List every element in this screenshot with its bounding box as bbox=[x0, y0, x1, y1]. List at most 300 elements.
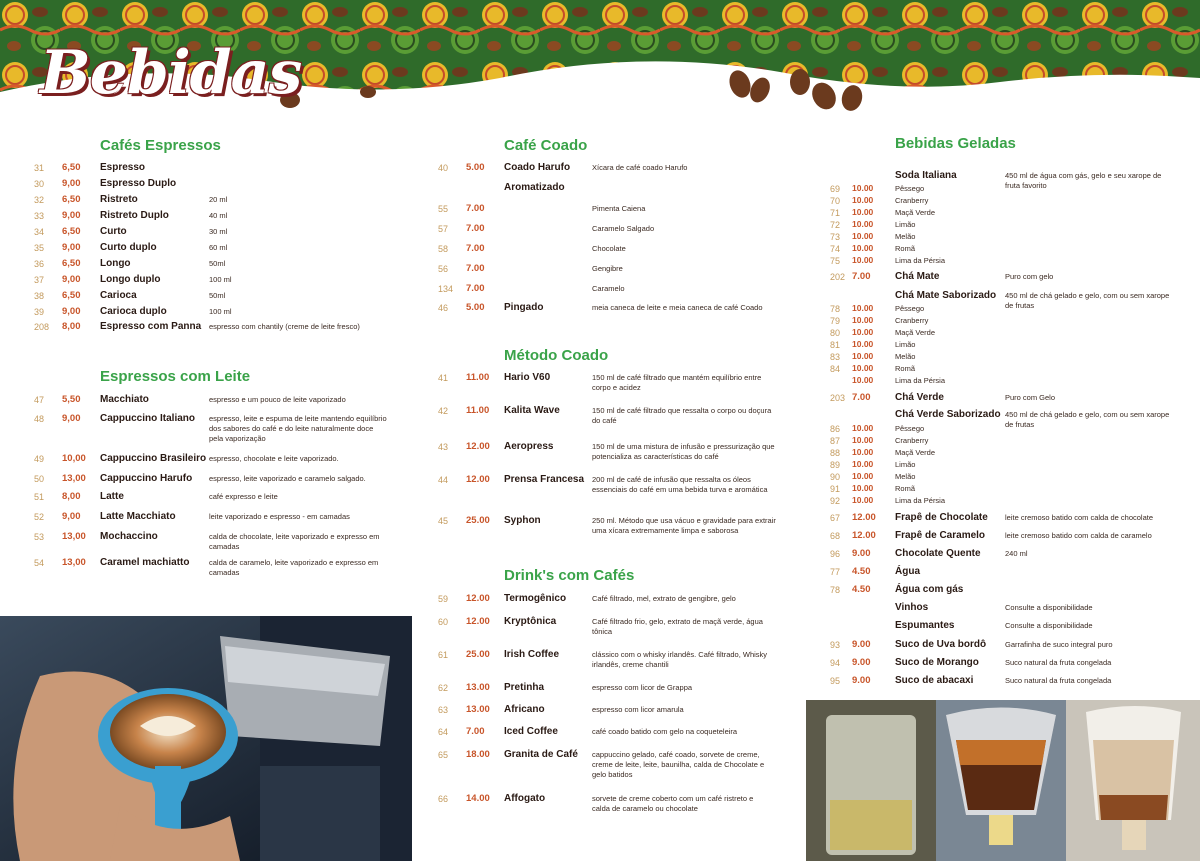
item-name: Affogato bbox=[504, 793, 546, 804]
item-name: Latte bbox=[100, 491, 124, 502]
flavor-label: Pêssego bbox=[895, 424, 925, 433]
item-name: Chá Mate Saborizado bbox=[895, 290, 997, 301]
item-code: 80 bbox=[830, 328, 841, 338]
item-desc: 30 ml bbox=[209, 227, 228, 236]
item-price: 8,00 bbox=[62, 321, 81, 332]
item-desc: café expresso e leite bbox=[209, 492, 278, 501]
item-desc: 20 ml bbox=[209, 195, 228, 204]
menu-row bbox=[438, 405, 798, 425]
menu-row bbox=[34, 274, 404, 288]
item-desc: Pimenta Caiena bbox=[592, 204, 646, 213]
item-price: 11.00 bbox=[466, 405, 490, 416]
item-price: 6,50 bbox=[62, 290, 81, 301]
menu-row bbox=[438, 593, 798, 607]
item-name: Syphon bbox=[504, 515, 541, 526]
item-price: 10.00 bbox=[852, 351, 874, 361]
item-code: 81 bbox=[830, 340, 841, 350]
section-title-geladas: Bebidas Geladas bbox=[895, 135, 1016, 152]
item-code: 88 bbox=[830, 448, 841, 458]
item-price: 5.00 bbox=[466, 302, 485, 313]
item-code: 62 bbox=[438, 683, 449, 693]
item-price: 7.00 bbox=[852, 271, 871, 282]
flavor-label: Cranberry bbox=[895, 316, 929, 325]
menu-row bbox=[830, 675, 1190, 689]
item-desc: 450 ml de chá gelado e gelo, com ou sem xarope de frutas bbox=[1005, 410, 1170, 429]
item-code: 39 bbox=[34, 307, 45, 317]
item-price: 10.00 bbox=[852, 255, 874, 265]
menu-row bbox=[830, 657, 1190, 671]
menu-row bbox=[34, 531, 404, 551]
menu-row bbox=[438, 162, 798, 176]
item-desc: leite vaporizado e espresso - em camadas bbox=[209, 512, 350, 521]
item-price: 9,00 bbox=[62, 306, 81, 317]
menu-row bbox=[34, 290, 404, 304]
item-price: 13,00 bbox=[62, 557, 86, 568]
menu-row bbox=[830, 512, 1190, 526]
item-price: 4.50 bbox=[852, 566, 871, 577]
item-code: 63 bbox=[438, 705, 449, 715]
flavor-label: Lima da Pérsia bbox=[895, 256, 946, 265]
item-price: 10.00 bbox=[852, 435, 874, 445]
item-code: 72 bbox=[830, 220, 841, 230]
item-code: 52 bbox=[34, 512, 45, 522]
item-name: Prensa Francesa bbox=[504, 474, 585, 485]
item-name: Espresso bbox=[100, 162, 146, 173]
item-code: 70 bbox=[830, 196, 841, 206]
item-code: 33 bbox=[34, 211, 45, 221]
item-code: 51 bbox=[34, 492, 45, 502]
item-code: 58 bbox=[438, 244, 449, 254]
flavor-label: Romã bbox=[895, 364, 916, 373]
menu-row bbox=[34, 394, 404, 408]
item-desc: 150 ml de uma mistura de infusão e pressurização que potencializa as características do café bbox=[592, 442, 775, 461]
item-price: 10.00 bbox=[852, 195, 874, 205]
item-desc: espresso, chocolate e leite vaporizado. bbox=[209, 454, 339, 463]
item-price: 10.00 bbox=[852, 471, 874, 481]
item-desc: calda de chocolate, leite vaporizado e expresso em camadas bbox=[209, 532, 380, 551]
item-desc: espresso, leite e espuma de leite mantendo equilíbrio dos sabores do café e do leite naturalmente doce pela vaporização bbox=[209, 414, 387, 443]
menu-row bbox=[34, 306, 404, 320]
item-code: 134 bbox=[438, 284, 454, 294]
menu-row bbox=[34, 413, 404, 443]
section-title-espressos: Cafés Espressos bbox=[100, 137, 221, 154]
item-code: 57 bbox=[438, 224, 449, 234]
item-code: 35 bbox=[34, 243, 45, 253]
menu-row bbox=[438, 263, 798, 277]
flavor-label: Melão bbox=[895, 232, 916, 241]
flavor-label: Melão bbox=[895, 472, 916, 481]
item-code: 91 bbox=[830, 484, 841, 494]
item-code: 61 bbox=[438, 650, 449, 660]
item-price: 6,50 bbox=[62, 226, 81, 237]
item-code: 84 bbox=[830, 364, 841, 374]
item-desc: Garrafinha de suco integral puro bbox=[1005, 640, 1113, 649]
flavor-label: Pêssego bbox=[895, 304, 925, 313]
item-desc: 250 ml. Método que usa vácuo e gravidade para extrair uma xícara extremamente limpa e saborosa bbox=[592, 516, 776, 535]
item-name: Chá Verde Saborizado bbox=[895, 409, 1001, 420]
item-code: 89 bbox=[830, 460, 841, 470]
item-code: 44 bbox=[438, 475, 449, 485]
item-name: Chá Verde bbox=[895, 392, 944, 403]
item-price: 9.00 bbox=[852, 675, 871, 686]
item-price: 10.00 bbox=[852, 315, 874, 325]
item-name: Kryptônica bbox=[504, 616, 557, 627]
item-price: 13,00 bbox=[62, 531, 86, 542]
item-code: 96 bbox=[830, 549, 841, 559]
item-name: Cappuccino Harufo bbox=[100, 473, 193, 484]
item-name: Africano bbox=[504, 704, 545, 715]
item-code: 67 bbox=[830, 513, 841, 523]
item-price: 9.00 bbox=[852, 639, 871, 650]
section-title-metodo: Método Coado bbox=[504, 347, 609, 364]
menu-row bbox=[34, 210, 404, 224]
item-code: 49 bbox=[34, 454, 45, 464]
item-desc: Café filtrado, mel, extrato de gengibre, gelo bbox=[592, 594, 736, 603]
item-price: 9.00 bbox=[852, 657, 871, 668]
menu-row bbox=[34, 178, 404, 192]
section-title-leite: Espressos com Leite bbox=[100, 368, 251, 385]
item-desc: 450 ml de água com gás, gelo e seu xarope de fruta favorito bbox=[1005, 171, 1162, 190]
item-price: 25.00 bbox=[466, 649, 490, 660]
flavor-label: Cranberry bbox=[895, 436, 929, 445]
item-name: Vinhos bbox=[895, 602, 929, 613]
flavor-label: Romã bbox=[895, 244, 916, 253]
item-price: 10.00 bbox=[852, 495, 874, 505]
item-desc: Consulte a disponibilidade bbox=[1005, 603, 1093, 612]
menu-row bbox=[438, 474, 798, 494]
menu-row bbox=[34, 242, 404, 256]
item-price: 7.00 bbox=[852, 392, 871, 403]
item-name: Caramel machiatto bbox=[100, 557, 190, 568]
item-code: 31 bbox=[34, 163, 45, 173]
item-code: 56 bbox=[438, 264, 449, 274]
item-code: 54 bbox=[34, 558, 45, 568]
item-code: 77 bbox=[830, 567, 841, 577]
item-desc: Gengibre bbox=[592, 264, 623, 273]
menu-row bbox=[34, 226, 404, 240]
item-name: Ristreto Duplo bbox=[100, 210, 169, 221]
flavor-label: Melão bbox=[895, 352, 916, 361]
latte-art-photo bbox=[0, 616, 412, 861]
item-price: 10.00 bbox=[852, 219, 874, 229]
item-price: 10.00 bbox=[852, 327, 874, 337]
item-name: Coado Harufo bbox=[504, 162, 571, 173]
item-price: 13.00 bbox=[466, 682, 490, 693]
item-price: 9,00 bbox=[62, 511, 81, 522]
item-price: 7.00 bbox=[466, 726, 485, 737]
menu-row bbox=[438, 649, 798, 669]
item-name: Soda Italiana bbox=[895, 170, 957, 181]
item-price: 6,50 bbox=[62, 162, 81, 173]
page-title: Bebidas bbox=[40, 38, 302, 108]
item-name: Frapê de Caramelo bbox=[895, 530, 986, 541]
item-desc: 200 ml de café de infusão que ressalta os óleos essenciais do café em uma bebida turva e aromática bbox=[592, 475, 768, 494]
flavor-label: Limão bbox=[895, 340, 916, 349]
item-name: Macchiato bbox=[100, 394, 149, 405]
flavor-row bbox=[830, 255, 1030, 269]
item-code: 38 bbox=[34, 291, 45, 301]
menu-row bbox=[438, 749, 798, 779]
item-code: 68 bbox=[830, 531, 841, 541]
item-price: 10,00 bbox=[62, 453, 86, 464]
item-code: 73 bbox=[830, 232, 841, 242]
flavor-row bbox=[830, 495, 1030, 509]
flavor-label: Limão bbox=[895, 460, 916, 469]
item-price: 10.00 bbox=[852, 231, 874, 241]
item-code: 83 bbox=[830, 352, 841, 362]
menu-row bbox=[830, 271, 1190, 285]
item-name: Hario V60 bbox=[504, 372, 551, 383]
item-code: 208 bbox=[34, 322, 50, 332]
item-name: Suco de Morango bbox=[895, 657, 979, 668]
menu-row bbox=[34, 162, 404, 176]
item-code: 50 bbox=[34, 474, 45, 484]
item-price: 7.00 bbox=[466, 223, 485, 234]
item-price: 5.00 bbox=[466, 162, 485, 173]
item-code: 41 bbox=[438, 373, 449, 383]
flavor-label: Lima da Pérsia bbox=[895, 376, 946, 385]
item-desc: café coado batido com gelo na coqueteleira bbox=[592, 727, 738, 736]
menu-row bbox=[830, 548, 1190, 562]
menu-row bbox=[34, 194, 404, 208]
menu-row bbox=[438, 223, 798, 237]
menu-row bbox=[830, 530, 1190, 544]
item-code: 95 bbox=[830, 676, 841, 686]
item-name: Kalita Wave bbox=[504, 405, 560, 416]
item-price: 10.00 bbox=[852, 303, 874, 313]
item-desc: calda de caramelo, leite vaporizado e expresso em camadas bbox=[209, 558, 379, 577]
item-price: 8,00 bbox=[62, 491, 81, 502]
item-code: 60 bbox=[438, 617, 449, 627]
item-code: 48 bbox=[34, 414, 45, 424]
menu-row bbox=[438, 616, 798, 636]
item-price: 12.00 bbox=[466, 616, 490, 627]
item-desc: Café filtrado frio, gelo, extrato de maçã verde, água tônica bbox=[592, 617, 763, 636]
item-price: 13.00 bbox=[466, 704, 490, 715]
item-name: Iced Coffee bbox=[504, 726, 558, 737]
item-code: 40 bbox=[438, 163, 449, 173]
item-desc: leite cremoso batido com calda de chocolate bbox=[1005, 513, 1154, 522]
item-name: Suco de abacaxi bbox=[895, 675, 974, 686]
item-code: 90 bbox=[830, 472, 841, 482]
item-name: Carioca bbox=[100, 290, 137, 301]
item-name: Aromatizado bbox=[504, 182, 565, 193]
item-price: 12.00 bbox=[466, 474, 490, 485]
menu-row bbox=[830, 639, 1190, 653]
item-desc: espresso com licor de Grappa bbox=[592, 683, 693, 692]
item-name: Cappuccino Brasileiro bbox=[100, 453, 207, 464]
item-name: Chá Mate bbox=[895, 271, 940, 282]
menu-row bbox=[438, 283, 798, 297]
item-price: 9,00 bbox=[62, 210, 81, 221]
flavor-label: Pêssego bbox=[895, 184, 925, 193]
item-desc: 150 ml de café filtrado que mantém equilíbrio entre corpo e acidez bbox=[592, 373, 762, 392]
item-price: 4.50 bbox=[852, 584, 871, 595]
item-code: 32 bbox=[34, 195, 45, 205]
item-name: Carioca duplo bbox=[100, 306, 167, 317]
item-code: 46 bbox=[438, 303, 449, 313]
item-name: Água com gás bbox=[895, 584, 964, 595]
item-price: 6,50 bbox=[62, 258, 81, 269]
item-code: 47 bbox=[34, 395, 45, 405]
item-price: 25.00 bbox=[466, 515, 490, 526]
menu-row bbox=[34, 473, 404, 487]
item-code: 53 bbox=[34, 532, 45, 542]
menu-row bbox=[34, 258, 404, 272]
item-code: 75 bbox=[830, 256, 841, 266]
item-price: 7.00 bbox=[466, 243, 485, 254]
item-desc: Suco natural da fruta congelada bbox=[1005, 676, 1112, 685]
item-name: Termogênico bbox=[504, 593, 567, 604]
item-price: 10.00 bbox=[852, 483, 874, 493]
item-price: 10.00 bbox=[852, 447, 874, 457]
menu-row bbox=[438, 372, 798, 392]
item-desc: espresso com licor amarula bbox=[592, 705, 684, 714]
item-name: Água bbox=[895, 566, 920, 577]
item-name: Latte Macchiato bbox=[100, 511, 176, 522]
iced-drinks-photo bbox=[806, 700, 1200, 861]
flavor-row bbox=[830, 375, 1030, 389]
menu-row bbox=[438, 793, 798, 813]
section-title-coado: Café Coado bbox=[504, 137, 588, 154]
item-code: 42 bbox=[438, 406, 449, 416]
item-code: 59 bbox=[438, 594, 449, 604]
item-price: 9.00 bbox=[852, 548, 871, 559]
item-price: 9,00 bbox=[62, 242, 81, 253]
menu-row bbox=[438, 726, 798, 740]
item-name: Pretinha bbox=[504, 682, 545, 693]
section-title-drinks: Drink's com Cafés bbox=[504, 567, 635, 584]
item-code: 43 bbox=[438, 442, 449, 452]
item-name: Curto bbox=[100, 226, 127, 237]
item-code: 94 bbox=[830, 658, 841, 668]
item-price: 9,00 bbox=[62, 413, 81, 424]
item-desc: Suco natural da fruta congelada bbox=[1005, 658, 1112, 667]
item-desc: clássico com o whisky irlandês. Café filtrado, Whisky irlandês, creme chantili bbox=[592, 650, 768, 669]
item-name: Irish Coffee bbox=[504, 649, 560, 660]
menu-row bbox=[438, 182, 798, 196]
item-price: 7.00 bbox=[466, 263, 485, 274]
item-price: 12.00 bbox=[852, 530, 876, 541]
item-price: 10.00 bbox=[852, 339, 874, 349]
item-price: 13,00 bbox=[62, 473, 86, 484]
item-price: 7.00 bbox=[466, 203, 485, 214]
flavor-label: Cranberry bbox=[895, 196, 929, 205]
item-code: 71 bbox=[830, 208, 841, 218]
flavor-label: Lima da Pérsia bbox=[895, 496, 946, 505]
item-name: Curto duplo bbox=[100, 242, 157, 253]
item-price: 10.00 bbox=[852, 423, 874, 433]
menu-row bbox=[830, 392, 1190, 406]
flavor-label: Maçã Verde bbox=[895, 448, 936, 457]
item-desc: leite cremoso batido com calda de caramelo bbox=[1005, 531, 1152, 540]
menu-row bbox=[34, 511, 404, 525]
item-price: 12.00 bbox=[466, 593, 490, 604]
item-desc: sorvete de creme coberto com um café ristreto e calda de caramelo ou chocolate bbox=[592, 794, 754, 813]
item-desc: 150 ml de café filtrado que ressalta o corpo ou doçura do café bbox=[592, 406, 772, 425]
item-code: 36 bbox=[34, 259, 45, 269]
flavor-label: Limão bbox=[895, 220, 916, 229]
menu-row bbox=[438, 682, 798, 696]
menu-row bbox=[830, 620, 1190, 634]
item-code: 86 bbox=[830, 424, 841, 434]
menu-row bbox=[438, 203, 798, 217]
flavor-label: Maçã Verde bbox=[895, 208, 936, 217]
item-name: Granita de Café bbox=[504, 749, 578, 760]
item-price: 10.00 bbox=[852, 363, 874, 373]
item-price: 10.00 bbox=[852, 243, 874, 253]
item-desc: 40 ml bbox=[209, 211, 228, 220]
item-desc: 50ml bbox=[209, 259, 226, 268]
item-name: Pingado bbox=[504, 302, 544, 313]
item-price: 7.00 bbox=[466, 283, 485, 294]
item-code: 45 bbox=[438, 516, 449, 526]
menu-row bbox=[438, 302, 798, 316]
item-price: 9,00 bbox=[62, 274, 81, 285]
item-desc: 100 ml bbox=[209, 307, 232, 316]
item-price: 12.00 bbox=[466, 441, 490, 452]
item-name: Cappuccino Italiano bbox=[100, 413, 196, 424]
item-name: Chocolate Quente bbox=[895, 548, 981, 559]
item-code: 66 bbox=[438, 794, 449, 804]
item-desc: 240 ml bbox=[1005, 549, 1028, 558]
item-name: Espumantes bbox=[895, 620, 955, 631]
menu-row bbox=[34, 557, 404, 577]
item-code: 69 bbox=[830, 184, 841, 194]
menu-row bbox=[438, 243, 798, 257]
item-price: 6,50 bbox=[62, 194, 81, 205]
item-code: 65 bbox=[438, 750, 449, 760]
item-code: 92 bbox=[830, 496, 841, 506]
item-code: 34 bbox=[34, 227, 45, 237]
item-name: Mochaccino bbox=[100, 531, 158, 542]
item-price: 10.00 bbox=[852, 459, 874, 469]
item-price: 10.00 bbox=[852, 207, 874, 217]
menu-row bbox=[830, 602, 1190, 616]
item-desc: 60 ml bbox=[209, 243, 228, 252]
item-desc: Caramelo bbox=[592, 284, 625, 293]
item-desc: Xícara de café coado Harufo bbox=[592, 163, 688, 172]
item-name: Suco de Uva bordô bbox=[895, 639, 987, 650]
item-name: Longo duplo bbox=[100, 274, 161, 285]
item-desc: espresso, leite vaporizado e caramelo salgado. bbox=[209, 474, 366, 483]
item-desc: 450 ml de chá gelado e gelo, com ou sem xarope de frutas bbox=[1005, 291, 1170, 310]
item-name: Ristreto bbox=[100, 194, 138, 205]
item-price: 18.00 bbox=[466, 749, 490, 760]
item-price: 14.00 bbox=[466, 793, 490, 804]
menu-row bbox=[830, 584, 1190, 598]
item-desc: 100 ml bbox=[209, 275, 232, 284]
item-code: 30 bbox=[34, 179, 45, 189]
item-desc: espresso com chantily (creme de leite fresco) bbox=[209, 322, 360, 331]
menu-row bbox=[34, 491, 404, 505]
item-desc: Consulte a disponibilidade bbox=[1005, 621, 1093, 630]
item-desc: meia caneca de leite e meia caneca de café Coado bbox=[592, 303, 763, 312]
item-price: 10.00 bbox=[852, 183, 874, 193]
item-code: 55 bbox=[438, 204, 449, 214]
item-desc: Caramelo Salgado bbox=[592, 224, 655, 233]
header-banner bbox=[0, 0, 1200, 118]
item-price: 10.00 bbox=[852, 375, 874, 385]
item-desc: Puro com gelo bbox=[1005, 272, 1054, 281]
item-name: Espresso Duplo bbox=[100, 178, 177, 189]
item-name: Frapê de Chocolate bbox=[895, 512, 988, 523]
item-code: 78 bbox=[830, 585, 841, 595]
item-desc: Puro com Gelo bbox=[1005, 393, 1056, 402]
item-price: 11.00 bbox=[466, 372, 490, 383]
item-code: 93 bbox=[830, 640, 841, 650]
item-desc: 50ml bbox=[209, 291, 226, 300]
